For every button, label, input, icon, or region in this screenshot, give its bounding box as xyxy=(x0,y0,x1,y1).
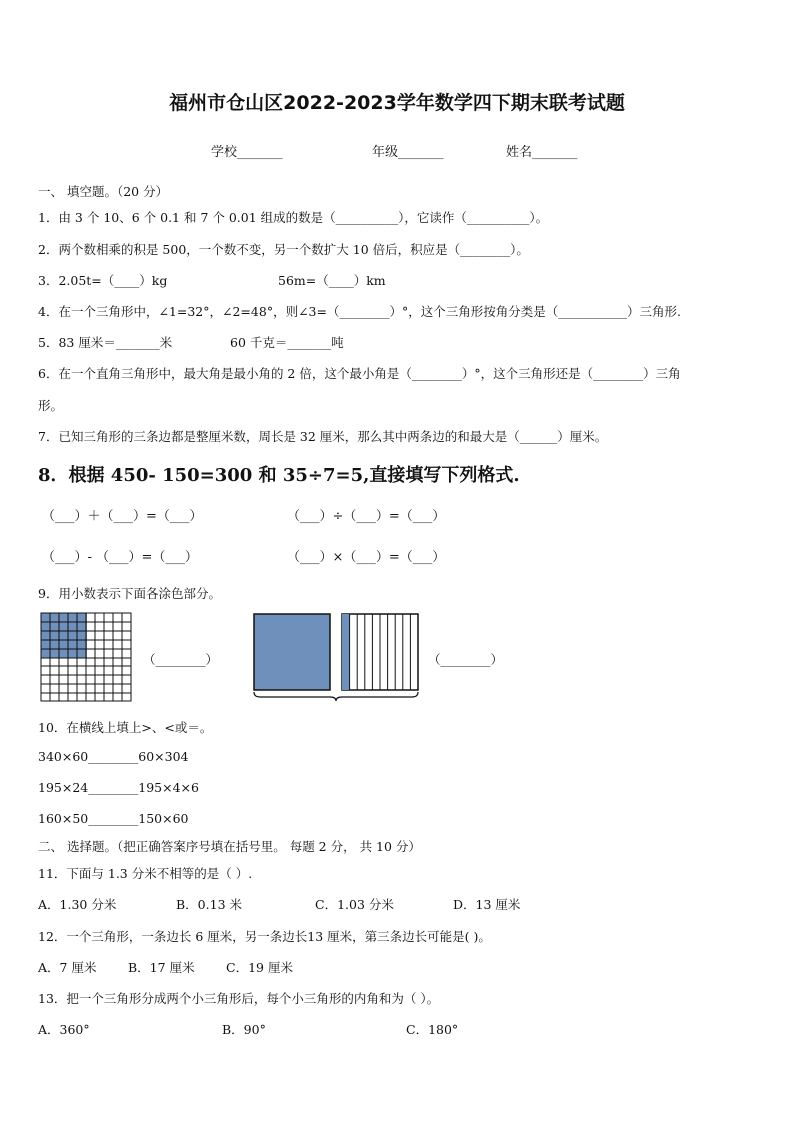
q11-option-a: A．1.30 分米 xyxy=(38,897,117,912)
q10-item-c: 160×50________150×60 xyxy=(38,811,189,826)
question-5a: 5．83 厘米＝_______米 xyxy=(38,335,173,350)
question-5b: 60 千克＝_______吨 xyxy=(230,335,344,350)
q8-row1-right: （___）÷（___）=（___） xyxy=(287,509,446,524)
q12-option-a: A．7 厘米 xyxy=(38,960,97,975)
q13-option-c: C．180° xyxy=(406,1022,459,1037)
shaded-square xyxy=(254,614,330,690)
q11-option-d: D．13 厘米 xyxy=(453,897,521,912)
question-6-line2: 形。 xyxy=(38,398,64,413)
name-field: 姓名_______ xyxy=(506,145,578,160)
question-11: 11．下面与 1.3 分米不相等的是（ ）. xyxy=(38,866,253,881)
q11-option-b: B．0.13 米 xyxy=(176,897,242,912)
question-6-line1: 6．在一个直角三角形中，最大角是最小角的 2 倍，这个最小角是（________）°，这个三角形还是（________）三角 xyxy=(38,366,681,381)
section-2-heading: 二、 选择题。（把正确答案序号填在括号里。 每题 2 分， 共 10 分） xyxy=(38,839,421,854)
q11-option-c: C．1.03 分米 xyxy=(315,897,394,912)
brace xyxy=(254,692,418,701)
question-1: 1．由 3 个 10、6 个 0.1 和 7 个 0.01 组成的数是（__________），它读作（__________）。 xyxy=(38,210,549,225)
q13-option-b: B．90° xyxy=(222,1022,266,1037)
question-8: 8．根据 450- 150=300 和 35÷7=5,直接填写下列格式. xyxy=(38,465,520,486)
question-4: 4．在一个三角形中，∠1=32°，∠2=48°，则∠3=（________）°，这个三角形按角分类是（___________）三角形. xyxy=(38,304,681,319)
question-9: 9．用小数表示下面各涂色部分。 xyxy=(38,586,221,601)
q10-item-b: 195×24________195×4×6 xyxy=(38,780,199,795)
question-2: 2．两个数相乘的积是 500，一个数不变，另一个数扩大 10 倍后，积应是（________）。 xyxy=(38,242,529,257)
question-12: 12．一个三角形，一条边长 6 厘米，另一条边长13 厘米，第三条边长可能是( )。 xyxy=(38,929,491,944)
question-3a: 3．2.05t=（____）kg xyxy=(38,273,168,288)
q8-row2-left: （___）- （___）=（___） xyxy=(42,550,198,565)
q8-row2-right: （___）×（___）=（___） xyxy=(287,550,446,565)
page-title: 福州市仓山区2022-2023学年数学四下期末联考试题 xyxy=(169,92,625,114)
question-13: 13．把一个三角形分成两个小三角形后，每个小三角形的内角和为（ ）。 xyxy=(38,991,440,1006)
question-7: 7．已知三角形的三条边都是整厘米数，周长是 32 厘米，那么其中两条边的和最大是（______）厘米。 xyxy=(38,429,608,444)
question-3b: 56m=（____）km xyxy=(278,273,386,288)
grade-field: 年级_______ xyxy=(372,145,444,160)
q13-option-a: A．360° xyxy=(38,1022,90,1037)
q9-blank-2: （________） xyxy=(428,652,504,667)
question-10: 10．在横线上填上>、<或＝。 xyxy=(38,720,213,735)
q12-option-c: C．19 厘米 xyxy=(226,960,293,975)
square-figure xyxy=(252,612,422,702)
q9-blank-1: （________） xyxy=(143,652,219,667)
grid-figure xyxy=(40,612,132,702)
school-field: 学校_______ xyxy=(211,145,283,160)
grid-shaded-region xyxy=(41,613,87,658)
q10-item-a: 340×60________60×304 xyxy=(38,749,189,764)
striped-shaded-column xyxy=(342,614,350,690)
q8-row1-left: （___）＋（___）=（___） xyxy=(42,509,203,524)
q12-option-b: B．17 厘米 xyxy=(128,960,195,975)
section-1-heading: 一、 填空题。（20 分） xyxy=(38,184,169,199)
